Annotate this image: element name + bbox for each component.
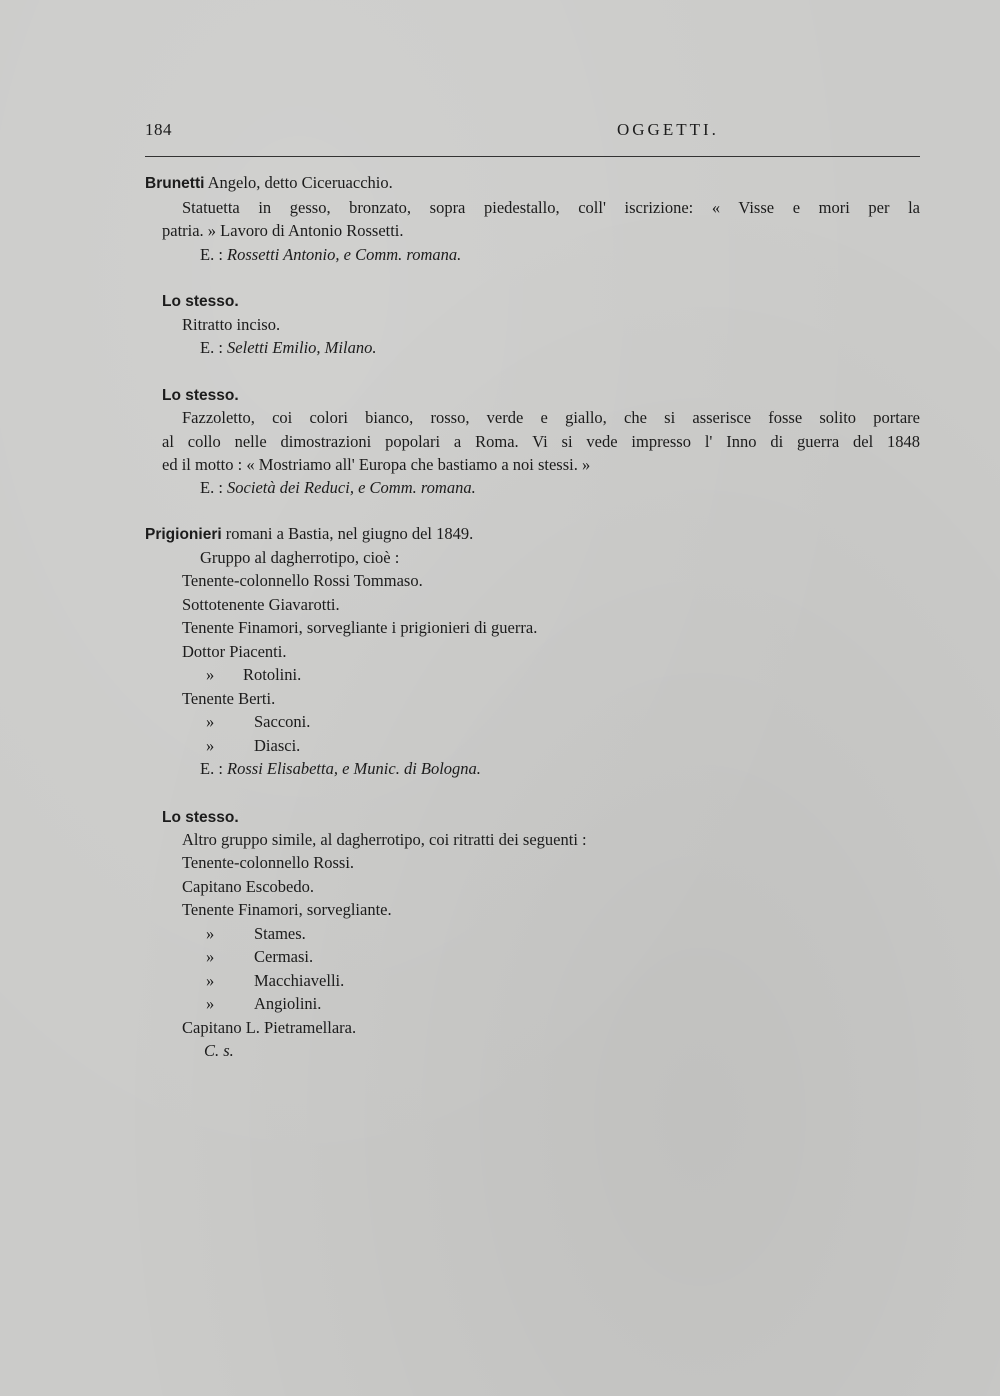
exhibitor-label: E. :	[200, 338, 228, 357]
exhibitor-name: Rossetti Antonio, e Comm. romana.	[227, 245, 462, 264]
person-line: Angiolini.	[254, 994, 322, 1013]
exhibitor-line	[200, 336, 376, 360]
person-line: Tenente Finamori, sorvegliante i prigionieri di guerra.	[182, 618, 538, 637]
ditto-mark: »	[206, 736, 215, 755]
person-line: Dottor Piacenti.	[182, 642, 287, 661]
exhibitor-name: C. s.	[204, 1041, 234, 1060]
person-line: Sacconi.	[254, 712, 311, 731]
entry-name: Lo stesso.	[162, 293, 239, 310]
page-header	[145, 118, 920, 148]
entry-subject: romani a Bastia, nel giugno del 1849.	[221, 524, 474, 543]
entry-subject: Angelo, detto Ciceruacchio.	[204, 173, 393, 192]
entry-name: Lo stesso.	[162, 809, 239, 826]
entry-heading	[162, 289, 239, 314]
person-line: Rotolini.	[243, 665, 302, 684]
entry-heading	[145, 522, 473, 547]
person-line: Capitano Escobedo.	[182, 877, 314, 896]
entry-name: Prigionieri	[145, 526, 222, 543]
ditto-mark: »	[206, 971, 215, 990]
description-line: al collo nelle dimostrazioni popolari a Roma. Vi si vede impresso l' Inno di guerra del 1848	[162, 432, 920, 451]
page-number: 184	[145, 120, 172, 139]
entry-name: Lo stesso.	[162, 387, 239, 404]
running-title: OGGETTI.	[617, 120, 719, 139]
group-intro: Altro gruppo simile, al dagherrotipo, coi ritratti dei seguenti :	[182, 830, 587, 849]
ditto-mark: »	[206, 665, 215, 684]
entry-name: Brunetti	[145, 175, 205, 192]
exhibitor-line	[200, 757, 481, 781]
exhibitor-label: E. :	[200, 478, 228, 497]
person-line: Macchiavelli.	[254, 971, 345, 990]
description-line: Statuetta in gesso, bronzato, sopra piedestallo, coll' iscrizione: « Visse e mori per la	[182, 198, 920, 217]
person-line: Stames.	[254, 924, 306, 943]
person-line: Capitano L. Pietramellara.	[182, 1018, 357, 1037]
exhibitor-label: E. :	[200, 245, 228, 264]
person-line: Cermasi.	[254, 947, 314, 966]
exhibitor-name: Società dei Reduci, e Comm. romana.	[227, 478, 476, 497]
description-line: Fazzoletto, coi colori bianco, rosso, verde e giallo, che si asserisce fosse solito portare	[182, 408, 920, 427]
exhibitor-name: Rossi Elisabetta, e Munic. di Bologna.	[227, 759, 481, 778]
person-line: Sottotenente Giavarotti.	[182, 595, 340, 614]
ditto-mark: »	[206, 924, 215, 943]
entry-heading	[162, 383, 239, 408]
description-line: Ritratto inciso.	[182, 315, 281, 334]
header-rule	[145, 156, 920, 157]
exhibitor-name: Seletti Emilio, Milano.	[227, 338, 377, 357]
description-line: ed il motto : « Mostriamo all' Europa che bastiamo a noi stessi. »	[162, 455, 591, 474]
ditto-mark: »	[206, 712, 215, 731]
person-line: Tenente-colonnello Rossi.	[182, 853, 355, 872]
entry-heading	[162, 805, 239, 830]
person-line: Tenente Berti.	[182, 689, 276, 708]
description-line: patria. » Lavoro di Antonio Rossetti.	[162, 221, 404, 240]
exhibitor-label: E. :	[200, 759, 228, 778]
ditto-mark: »	[206, 947, 215, 966]
exhibitor-line	[200, 476, 476, 500]
exhibitor-line	[204, 1039, 234, 1063]
entry-heading	[145, 171, 393, 196]
person-line: Diasci.	[254, 736, 301, 755]
person-line: Tenente-colonnello Rossi Tommaso.	[182, 571, 423, 590]
exhibitor-line	[200, 243, 461, 267]
group-intro: Gruppo al dagherrotipo, cioè :	[200, 548, 400, 567]
ditto-mark: »	[206, 994, 215, 1013]
person-line: Tenente Finamori, sorvegliante.	[182, 900, 392, 919]
